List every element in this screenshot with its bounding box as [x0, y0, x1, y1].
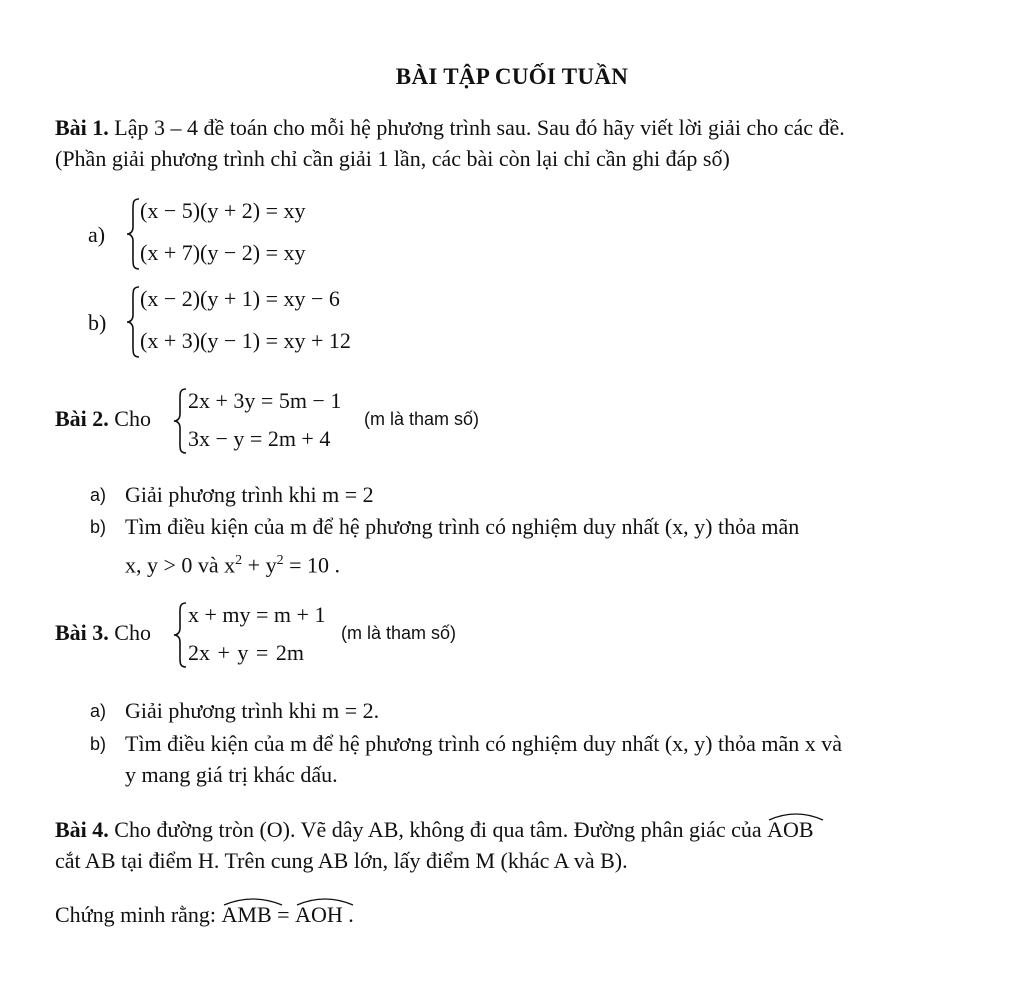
angle-aob-text: AOB — [767, 817, 814, 842]
angle-aob — [767, 817, 813, 843]
bai2-a-label: a) — [90, 485, 107, 505]
bai1-a-label: a) — [88, 222, 106, 247]
bai3-eq2: 2x + y = 2m — [188, 640, 304, 665]
bai2-b-x: x — [224, 552, 236, 578]
bai1-a-system — [124, 196, 384, 272]
bai3-note: (m là tham số) — [341, 623, 457, 643]
equals-sign: = — [271, 902, 296, 927]
bai4-prove — [55, 902, 354, 928]
bai4-line2: cắt AB tại điểm H. Trên cung AB lớn, lấy điểm M (khác A và B). — [55, 848, 628, 873]
bai1-b-system — [124, 284, 424, 360]
bai2-eq2: 3x − y = 2m + 4 — [188, 426, 331, 451]
bai1-b-eq1: (x − 2)(y + 1) = xy − 6 — [140, 286, 340, 311]
angle-aoh-text: AOH — [295, 902, 343, 927]
bai2-cho: Cho — [108, 406, 151, 431]
bai1-label: Bài 1. — [55, 115, 109, 140]
bai2-b-sup-y: 2 — [276, 553, 284, 568]
bai2-note: (m là tham số) — [364, 409, 480, 429]
bai2-a-text: Giải phương trình khi m = 2 — [125, 482, 374, 507]
bai4-label: Bài 4. — [55, 817, 109, 842]
bai2-b-text: Tìm điều kiện của m để hệ phương trình có nghiệm duy nhất (x, y) thỏa mãn — [125, 514, 800, 539]
bai4-end: . — [342, 902, 354, 927]
bai1-b-eq2: (x + 3)(y − 1) = xy + 12 — [140, 328, 351, 353]
bai3-label: Bài 3. — [55, 620, 109, 645]
arc-hat-icon — [767, 809, 825, 821]
bai2-b-plus-y: + y — [242, 552, 277, 578]
bai4-text1: Cho đường tròn (O). Vẽ dây AB, không đi qua tâm. Đường phân giác của — [108, 817, 768, 842]
bai1-line2: (Phần giải phương trình chỉ cần giải 1 lần, các bài còn lại chỉ cần ghi đáp số) — [55, 146, 730, 171]
angle-amb — [222, 902, 272, 928]
bai2-label: Bài 2. — [55, 406, 109, 431]
bai2-b-eq: = 10 . — [283, 552, 341, 578]
bai4-prove-label: Chứng minh rằng: — [55, 902, 222, 927]
bai2-b-label: b) — [90, 517, 107, 537]
page-title: BÀI TẬP CUỐI TUẦN — [395, 64, 629, 89]
left-brace-icon — [172, 386, 188, 456]
bai2-b-sup-x: 2 — [235, 553, 243, 568]
arc-hat-icon — [222, 894, 284, 906]
bai3-eq1: x + my = m + 1 — [188, 602, 326, 627]
bai3-a-text: Giải phương trình khi m = 2. — [125, 698, 380, 723]
bai2-heading — [55, 406, 151, 432]
bai1-text1: Lập 3 – 4 đề toán cho mỗi hệ phương trình sau. Sau đó hãy viết lời giải cho các đề. — [108, 115, 845, 140]
arc-hat-icon — [295, 894, 355, 906]
bai3-heading — [55, 620, 151, 646]
bai1-a-eq2: (x + 7)(y − 2) = xy — [140, 240, 306, 265]
bai2-b-condition-pre: x, y > 0 và — [125, 552, 225, 578]
bai3-b-text2: y mang giá trị khác dấu. — [125, 762, 338, 787]
bai4-line1 — [55, 817, 814, 843]
bai2-eq1: 2x + 3y = 5m − 1 — [188, 388, 342, 413]
bai3-cho: Cho — [108, 620, 151, 645]
bai1-a-eq1: (x − 5)(y + 2) = xy — [140, 198, 306, 223]
bai1-line1 — [55, 115, 845, 141]
bai3-a-label: a) — [90, 701, 107, 721]
angle-aoh — [295, 902, 343, 928]
bai3-b-text: Tìm điều kiện của m để hệ phương trình có nghiệm duy nhất (x, y) thỏa mãn x và — [125, 731, 842, 756]
angle-amb-text: AMB — [221, 902, 272, 927]
bai2-b-condition — [125, 548, 340, 578]
bai2-system — [172, 386, 372, 456]
bai3-b-label: b) — [90, 734, 107, 754]
bai1-b-label: b) — [88, 310, 107, 335]
left-brace-icon — [172, 600, 188, 670]
